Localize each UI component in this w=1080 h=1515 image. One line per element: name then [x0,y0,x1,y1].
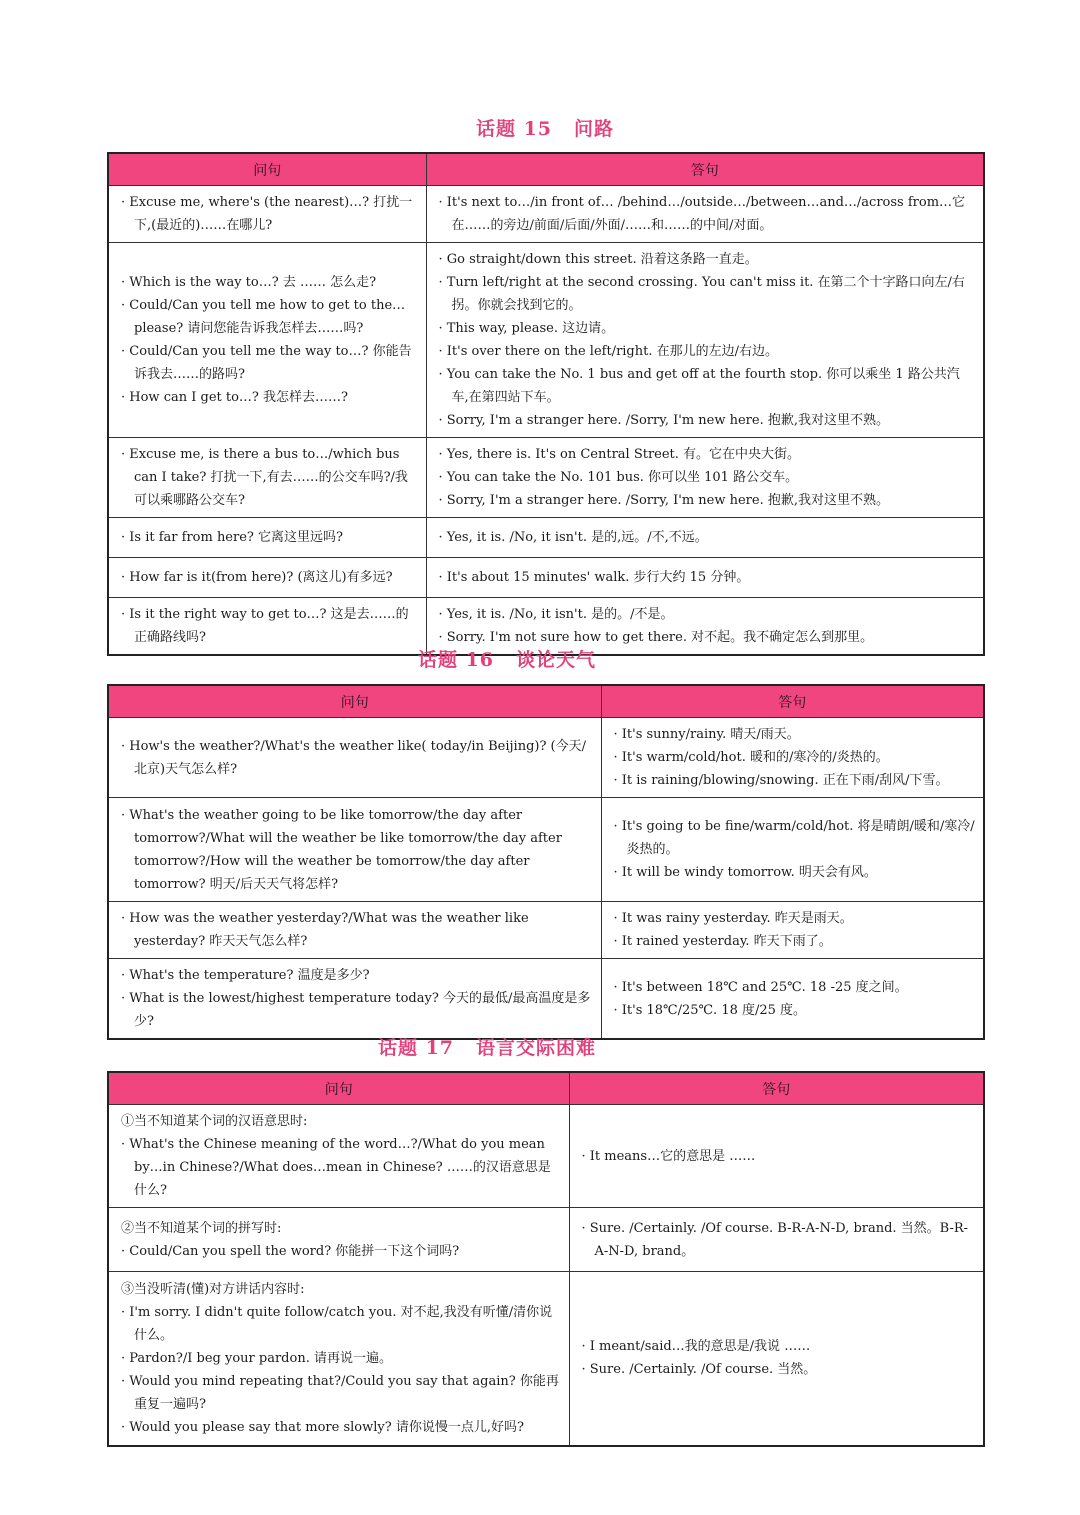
topic-number: 话题 15 [475,118,553,140]
table-row [108,798,984,902]
answer-cell [569,1272,984,1446]
answer-line: · It's warm/cold/hot. 暖和的/寒冷的/炎热的。 [614,746,976,769]
topic-15-table-wrap [107,152,983,656]
topic-15-title [107,114,983,141]
answer-line: · It will be windy tomorrow. 明天会有风。 [614,861,976,884]
question-line: · Would you mind repeating that?/Could you say that again? 你能再重复一遍吗? [121,1370,561,1416]
question-cell [108,558,426,598]
question-line: · Excuse me, is there a bus to…/which bus can I take? 打扰一下,有去……的公交车吗?/我可以乘哪路公交车? [121,443,418,512]
column-header-question: 问句 [108,153,426,186]
topic-16-table [107,684,985,1040]
table-row [108,438,984,518]
answer-line: · Sorry, I'm a stranger here. /Sorry, I'm new here. 抱歉,我对这里不熟。 [439,409,976,432]
column-header-answer: 答句 [601,685,984,718]
question-line: · Is it far from here? 它离这里远吗? [121,526,418,549]
answer-cell [601,798,984,902]
table-row [108,1208,984,1272]
answer-line: · Sorry, I'm a stranger here. /Sorry, I'm new here. 抱歉,我对这里不熟。 [439,489,976,512]
answer-cell [601,718,984,798]
question-line: · Could/Can you spell the word? 你能拼一下这个词吗? [121,1240,561,1263]
question-line: · Which is the way to…? 去 …… 怎么走? [121,271,418,294]
table-header-row [108,685,984,718]
table-row [108,186,984,243]
answer-line: · This way, please. 这边请。 [439,317,976,340]
answer-line: · Sorry. I'm not sure how to get there. 对不起。我不确定怎么到那里。 [439,626,976,649]
question-line: · I'm sorry. I didn't quite follow/catch you. 对不起,我没有听懂/清你说什么。 [121,1301,561,1347]
answer-line: · It's next to…/in front of… /behind…/outside…/between…and…/across from…它在……的旁边/前面/后面/外面/……和……的中间/对面。 [439,191,976,237]
topic-name: 谈论天气 [516,649,597,671]
situation-heading: ①当不知道某个词的汉语意思时: [121,1114,308,1129]
question-cell [108,718,601,798]
answer-line: · I meant/said…我的意思是/我说 …… [582,1335,976,1358]
table-row [108,959,984,1040]
topic-name: 问路 [574,118,615,140]
question-line: · Could/Can you tell me the way to…? 你能告诉我去……的路吗? [121,340,418,386]
topic-number: 话题 17 [377,1037,455,1059]
question-cell [108,438,426,518]
question-line: · How was the weather yesterday?/What was the weather like yesterday? 昨天天气怎么样? [121,907,593,953]
answer-line: · It was rainy yesterday. 昨天是雨天。 [614,907,976,930]
answer-cell [601,902,984,959]
answer-line: · You can take the No. 1 bus and get off at the fourth stop. 你可以乘坐 1 路公共汽车,在第四站下车。 [439,363,976,409]
question-cell [108,959,601,1040]
answer-cell [569,1208,984,1272]
answer-line: · It's over there on the left/right. 在那儿的左边/右边。 [439,340,976,363]
table-row [108,558,984,598]
answer-line: · Yes, it is. /No, it isn't. 是的。/不是。 [439,603,976,626]
question-line: · How far is it(from here)? (离这儿)有多远? [121,566,418,589]
answer-cell [569,1105,984,1208]
answer-line: · It's between 18℃ and 25℃. 18 -25 度之间。 [614,976,976,999]
answer-line: · It's about 15 minutes' walk. 步行大约 15 分钟。 [439,566,976,589]
answer-line: · It rained yesterday. 昨天下雨了。 [614,930,976,953]
column-header-question: 问句 [108,685,601,718]
question-line: · What is the lowest/highest temperature today? 今天的最低/最高温度是多少? [121,987,593,1033]
question-cell [108,186,426,243]
answer-cell [426,186,984,243]
answer-line: · It's going to be fine/warm/cold/hot. 将是晴朗/暖和/寒冷/炎热的。 [614,815,976,861]
question-line: · Is it the right way to get to…? 这是去……的正确路线吗? [121,603,418,649]
answer-line: · Yes, it is. /No, it isn't. 是的,远。/不,不远。 [439,526,976,549]
table-row [108,518,984,558]
answer-line: · It is raining/blowing/snowing. 正在下雨/刮风/下雪。 [614,769,976,792]
answer-cell [426,438,984,518]
topic-name: 语言交际困难 [476,1037,597,1059]
question-line: · Could/Can you tell me how to get to the… please? 请问您能告诉我怎样去……吗? [121,294,418,340]
answer-cell [426,243,984,438]
question-line: · What's the weather going to be like tomorrow/the day after tomorrow?/What will the weather be like tomorrow/the day after tomorrow?/How will the weather be tomorrow/the day after tomorrow? 明天/后天天气将怎样? [121,804,593,896]
table-row [108,1105,984,1208]
situation-heading: ②当不知道某个词的拼写时: [121,1220,282,1236]
question-cell [108,1272,569,1446]
answer-line: · Sure. /Certainly. /Of course. 当然。 [582,1358,976,1381]
topic-17-table-wrap [107,1071,983,1447]
question-cell [108,902,601,959]
answer-line: · You can take the No. 101 bus. 你可以坐 101 路公交车。 [439,466,976,489]
topic-17-table [107,1071,985,1447]
question-cell [108,1208,569,1272]
answer-line: · It's 18℃/25℃. 18 度/25 度。 [614,999,976,1022]
table-row [108,1272,984,1446]
table-row [108,243,984,438]
column-header-question: 问句 [108,1072,569,1105]
answer-line: · Sure. /Certainly. /Of course. B-R-A-N-D, brand. 当然。B-R-A-N-D, brand。 [582,1217,976,1263]
question-cell [108,798,601,902]
answer-line: · Go straight/down this street. 沿着这条路一直走。 [439,248,976,271]
table-header-row [108,1072,984,1105]
answer-cell [426,558,984,598]
topic-16-title [107,645,907,672]
question-line: · What's the Chinese meaning of the word…?/What do you mean by…in Chinese?/What does…mean in Chinese? ……的汉语意思是什么? [121,1133,561,1202]
answer-line: · It's sunny/rainy. 晴天/雨天。 [614,723,976,746]
question-cell [108,1105,569,1208]
topic-15-table [107,152,985,656]
topic-number: 话题 16 [417,649,495,671]
question-cell [108,518,426,558]
answer-cell [601,959,984,1040]
question-line: · How's the weather?/What's the weather like( today/in Beijing)? (今天/北京)天气怎么样? [121,735,593,781]
question-line: · What's the temperature? 温度是多少? [121,964,593,987]
situation-heading: ③当没听清(懂)对方讲话内容时: [121,1281,305,1297]
question-line: · Excuse me, where's (the nearest)…? 打扰一下,(最近的)……在哪儿? [121,191,418,237]
answer-cell [426,518,984,558]
column-header-answer: 答句 [426,153,984,186]
question-line: · Pardon?/I beg your pardon. 请再说一遍。 [121,1347,561,1370]
table-row [108,718,984,798]
topic-16-table-wrap [107,684,983,1040]
answer-line: · Yes, there is. It's on Central Street. 有。它在中央大街。 [439,443,976,466]
answer-line: · Turn left/right at the second crossing. You can't miss it. 在第二个十字路口向左/右拐。你就会找到它的。 [439,271,976,317]
table-row [108,902,984,959]
answer-line: · It means…它的意思是 …… [582,1145,976,1168]
question-line: · How can I get to…? 我怎样去……? [121,386,418,409]
table-header-row [108,153,984,186]
question-line: · Would you please say that more slowly? 请你说慢一点儿,好吗? [121,1416,561,1439]
column-header-answer: 答句 [569,1072,984,1105]
question-cell [108,243,426,438]
topic-17-title [107,1033,867,1060]
